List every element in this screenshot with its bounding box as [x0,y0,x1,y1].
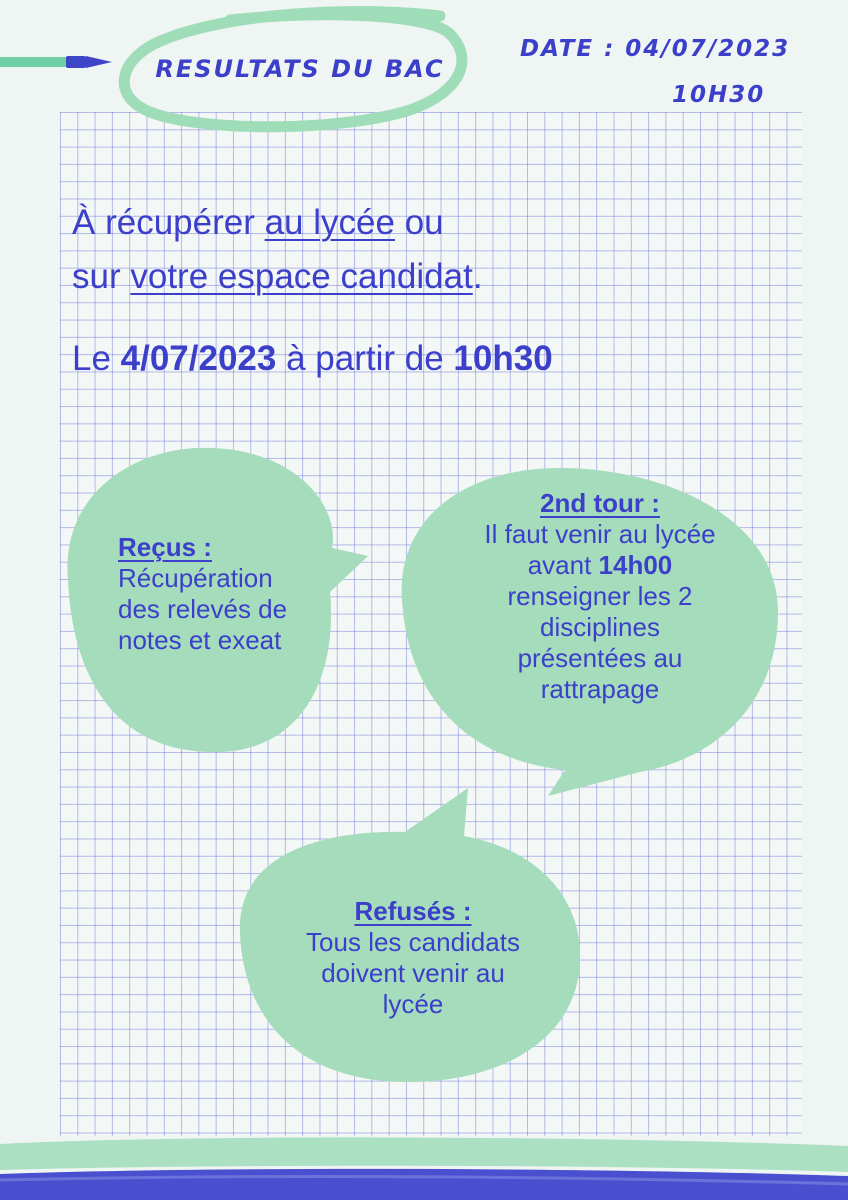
date-label: DATE : 04/07/2023 [520,36,791,62]
second-tour-line: disciplines [540,612,660,642]
pickup-text: À récupérer [72,203,265,242]
release-date: 4/07/2023 [120,339,277,378]
second-tour-line: Il faut venir au lycée [484,519,716,549]
refuses-line: lycée [382,989,444,1019]
time-label: 10H30 [672,82,766,108]
second-tour-text [450,488,750,705]
release-text: Le [72,339,121,378]
recus-line: des relevés de [118,594,288,624]
second-tour-line: présentées au [517,643,683,673]
second-tour-line: renseigner les 2 [507,581,693,611]
recus-line: notes et exeat [118,625,282,655]
pickup-text: ou [394,203,444,242]
second-tour-heading: 2nd tour : [540,488,660,518]
page-title: RESULTATS DU BAC [155,55,445,83]
second-tour-line: rattrapage [540,674,660,704]
candidate-space-link: votre espace candidat [130,257,473,296]
release-text: à partir de [276,339,454,378]
bottom-brush-stroke [0,1130,848,1200]
refuses-heading: Refusés : [354,896,472,926]
release-time: 10h30 [453,339,553,378]
recus-line: Récupération [118,563,273,593]
deadline-time: 14h00 [598,550,673,580]
refuses-line: doivent venir au [321,958,505,988]
recus-heading: Reçus : [118,532,212,562]
refuses-text [268,896,558,1020]
pickup-text: sur [72,257,131,296]
second-tour-text-part: avant [527,550,599,580]
recus-text [100,532,358,656]
school-link: au lycée [264,203,395,242]
second-tour-line [450,550,750,581]
pickup-text: . [472,257,483,296]
refuses-line: Tous les candidats [306,927,520,957]
